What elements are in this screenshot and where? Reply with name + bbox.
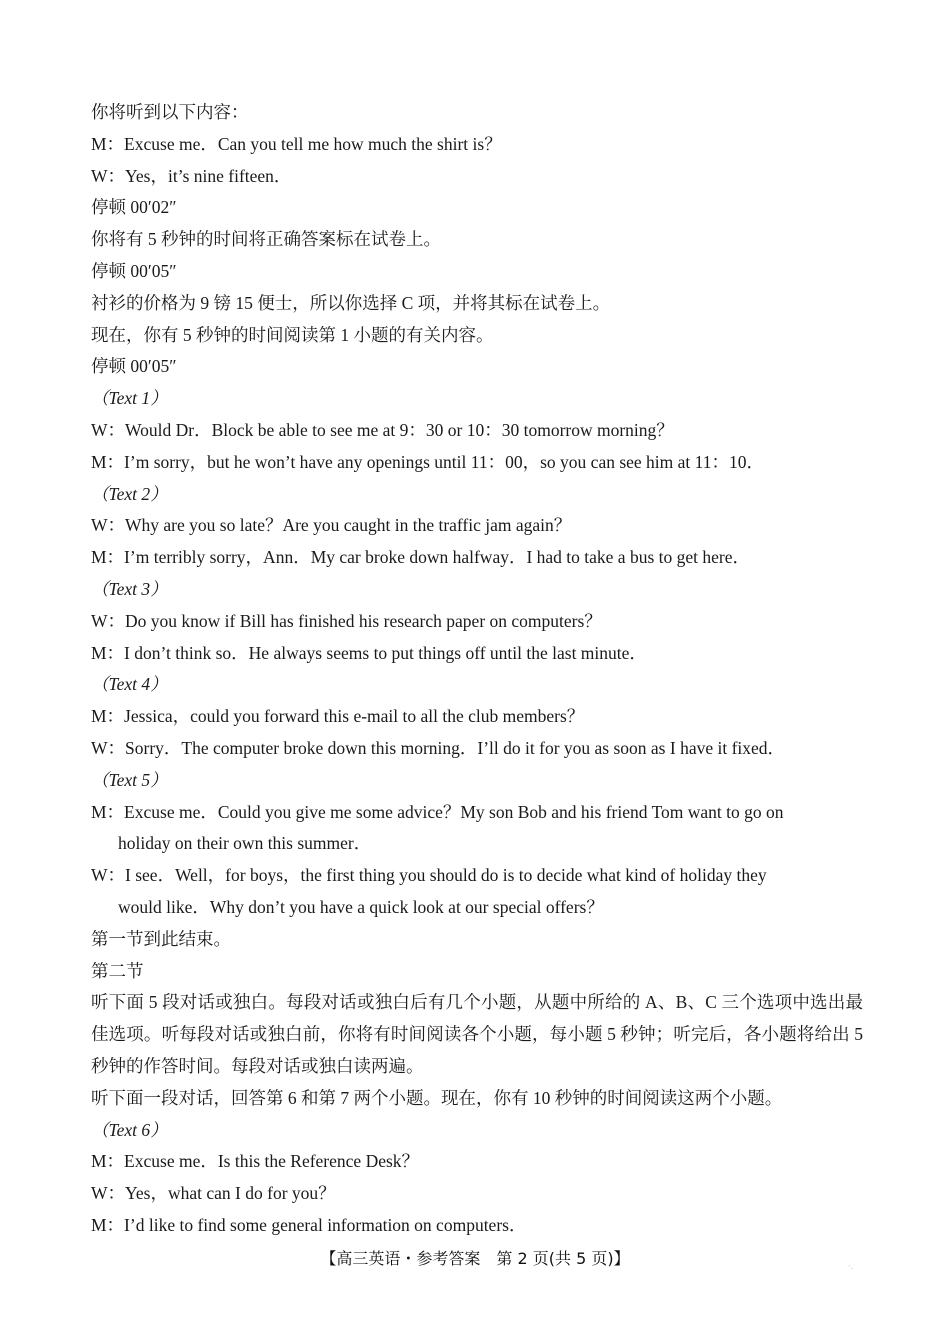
text-label: （Text 5） xyxy=(91,769,168,790)
section-end-line: 第一节到此结束。 xyxy=(91,928,231,949)
dialogue-line: W：Yes，it’s nine fifteen． xyxy=(91,165,292,186)
text-label: （Text 3） xyxy=(91,578,168,599)
dialogue-continuation: holiday on their own this summer． xyxy=(118,833,372,854)
dialogue-line: M：Excuse me．Could you give me some advice？My son Bob and his friend Tom want to go on xyxy=(91,801,784,822)
section-instructions: 听下面 5 段对话或独白。每段对话或独白后有几个小题，从题中所给的 A、B、C 三个选项中选出最佳选项。听每段对话或独白前，你将有时间阅读各个小题，每小题 5 秒钟；听完后，各小题将给出 5 秒钟的作答时间。每段对话或独白读两遍。 xyxy=(91,992,863,1076)
dialogue-line: W：Yes，what can I do for you？ xyxy=(91,1183,336,1204)
corner-mark: ·. xyxy=(848,1262,854,1271)
pause-line: 停顿 00′05″ xyxy=(91,260,177,281)
dialogue-line: W：Sorry．The computer broke down this morning．I’ll do it for you as soon as I have it fixed． xyxy=(91,737,786,758)
dialogue-line: W：Do you know if Bill has finished his research paper on computers？ xyxy=(91,610,602,631)
instruction-line: 你将有 5 秒钟的时间将正确答案标在试卷上。 xyxy=(91,229,441,250)
pause-line: 停顿 00′05″ xyxy=(91,356,177,377)
text-label: （Text 4） xyxy=(91,674,168,695)
dialogue-line: M：I’m sorry，but he won’t have any openings until 11：00，so you can see him at 11：10． xyxy=(91,451,765,472)
page-body xyxy=(91,97,863,1242)
instruction-line: 衬衫的价格为 9 镑 15 便士，所以你选择 C 项，并将其标在试卷上。 xyxy=(91,292,611,313)
text-label: （Text 1） xyxy=(91,388,168,409)
instruction-line: 现在，你有 5 秒钟的时间阅读第 1 小题的有关内容。 xyxy=(91,324,494,345)
dialogue-line: M：Excuse me．Is this the Reference Desk？ xyxy=(91,1151,420,1172)
dialogue-continuation: would like．Why don’t you have a quick look at our special offers？ xyxy=(118,896,604,917)
text-label: （Text 2） xyxy=(91,483,168,504)
section-heading: 第二节 xyxy=(91,960,144,981)
dialogue-line: M：I’m terribly sorry，Ann．My car broke down halfway．I had to take a bus to get here． xyxy=(91,547,750,568)
dialogue-line: M：I’d like to find some general information on computers． xyxy=(91,1214,527,1235)
pause-line: 停顿 00′02″ xyxy=(91,197,177,218)
dialogue-line: W：Would Dr．Block be able to see me at 9：30 or 10：30 tomorrow morning？ xyxy=(91,419,674,440)
dialogue-line: W：Why are you so late？Are you caught in the traffic jam again？ xyxy=(91,515,572,536)
intro-line: 你将听到以下内容： xyxy=(91,102,249,122)
instruction-line: 听下面一段对话，回答第 6 和第 7 两个小题。现在，你有 10 秒钟的时间阅读这两个小题。 xyxy=(91,1087,783,1108)
dialogue-line: M：Jessica，could you forward this e-mail to all the club members？ xyxy=(91,706,585,727)
dialogue-line: M：I don’t think so．He always seems to put things off until the last minute． xyxy=(91,642,647,663)
dialogue-line: M：Excuse me．Can you tell me how much the shirt is？ xyxy=(91,133,502,154)
page-footer: 【高三英语・参考答案 第 2 页(共 5 页)】 xyxy=(320,1249,630,1268)
text-label: （Text 6） xyxy=(91,1119,168,1140)
dialogue-line: W：I see．Well，for boys，the first thing you should do is to decide what kind of holiday they xyxy=(91,865,767,886)
